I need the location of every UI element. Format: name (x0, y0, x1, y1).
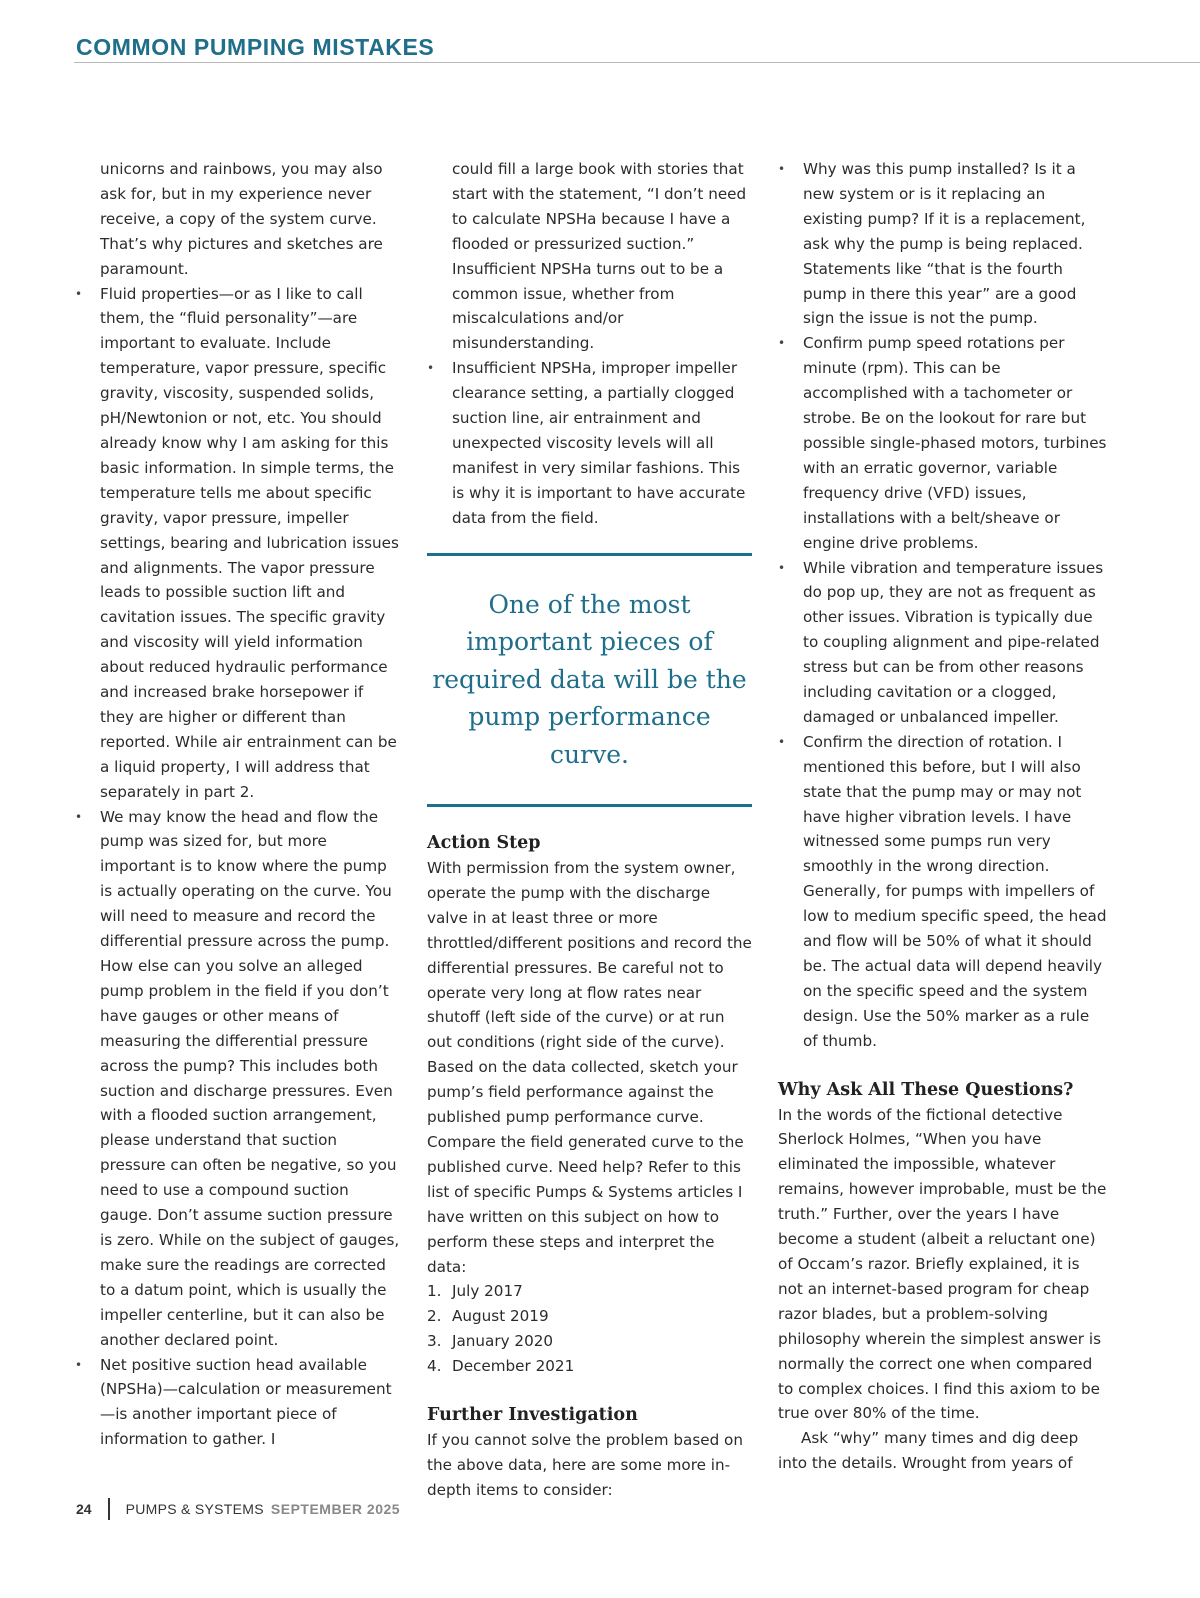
list-item (427, 1279, 752, 1304)
action-step-text: With permission from the system owner, operate the pump with the discharge valve in at least three or more throttled/different positions and record the differential pressures. Be careful not to operate very long at flow rates near shutoff (left side of the curve) or at run out conditions (right side of the curve). Based on the data collected, sketch your pump’s field performance against the published pump performance curve. Compare the field generated curve to the published curve. Need help? Refer to this list of specific Pumps & Systems articles I have written on this subject on how to perform these steps and interpret the data: (427, 859, 752, 1276)
bullet-item-vibration: • While vibration and temperature issues do pop up, they are not as frequent as other issues. Vibration is typically due to coupling alignment and pipe-related stress but can be from other reasons including cavitation or a clogged, damaged or unbalanced impeller. (778, 556, 1108, 730)
list-item-text: July 2017 (452, 1282, 523, 1301)
list-number: 2. (427, 1307, 442, 1326)
column-3 (778, 157, 1108, 1476)
article-list (427, 1279, 752, 1379)
why-ask-paragraph-1: In the words of the fictional detective Sherlock Holmes, “When you have eliminated the impossible, whatever remains, however improbable, must be the truth.” Further, over the years I have become a student (albeit a reluctant one) of Occam’s razor. Briefly explained, it is not an internet-based program for cheap razor blades, but a problem-solving philosophy wherein the simplest answer is normally the correct one when compared to complex choices. I find this axiom to be true over 80% of the time. (778, 1105, 1107, 1423)
bullet-item-npsha: • Net positive suction head available (NPSHa)—calculation or measurement—is another important piece of information to gather. I (75, 1353, 400, 1453)
further-investigation-heading: Further Investigation (427, 1405, 638, 1426)
section-title: COMMON PUMPING MISTAKES (76, 34, 435, 60)
bullet-list (75, 282, 400, 1453)
column-2 (427, 157, 752, 1503)
issue-date: SEPTEMBER 2025 (270, 1501, 401, 1517)
page-footer (76, 1497, 400, 1521)
bullet-item-why-installed: • Why was this pump installed? Is it a new system or is it replacing an existing pump? If it is a replacement, ask why the pump is being replaced. Statements like “that is the fourth pump in there this year” are a good sign the issue is not the pump. (778, 157, 1108, 331)
bullet-list (778, 157, 1108, 1054)
bullet-list (427, 356, 752, 530)
list-number: 4. (427, 1357, 442, 1376)
continued-bullet-text: unicorns and rainbows, you may also ask for, but in my experience never receive, a copy of the system curve. That’s why pictures and sketches are paramount. (100, 160, 383, 278)
bullet-item-head-and-flow: • We may know the head and flow the pump was sized for, but more important is to know where the pump is actually operating on the curve. You will need to measure and record the differential pressure across the pump. How else can you solve an alleged pump problem in the field if you don’t have gauges or other means of measuring the differential pressure across the pump? This includes both suction and discharge pressures. Even with a flooded suction arrangement, please understand that suction pressure can often be negative, so you need to use a compound suction gauge. Don’t assume suction pressure is zero. While on the subject of gauges, make sure the readings are corrected to a datum point, which is usually the impeller centerline, but it can also be another declared point. (75, 805, 400, 1353)
list-item (427, 1354, 752, 1379)
page-number: 24 (76, 1501, 92, 1517)
bullet-item-fluid-properties: • Fluid properties—or as I like to call them, the “fluid personality”—are important to evaluate. Include temperature, vapor pressure, specific gravity, viscosity, suspended solids, pH/Newtonion or not, etc. You should already know why I am asking for this basic information. In simple terms, the temperature tells me about specific gravity, vapor pressure, impeller settings, bearing and lubrication issues and alignments. The vapor pressure leads to possible suction lift and cavitation issues. The specific gravity and viscosity will yield information about reduced hydraulic performance and increased brake horsepower if they are higher or different than reported. While air entrainment can be a liquid property, I will address that separately in part 2. (75, 282, 400, 805)
list-number: 1. (427, 1282, 442, 1301)
further-investigation-text: If you cannot solve the problem based on the above data, here are some more in-depth items to consider: (427, 1430, 743, 1499)
list-item (427, 1329, 752, 1354)
bullet-item-rotation: • Confirm the direction of rotation. I mentioned this before, but I will also state that the pump may or may not have higher vibration levels. I have witnessed some pumps run very smoothly in the wrong direction. Generally, for pumps with impellers of low to medium specific speed, the head and flow will be 50% of what it should be. The actual data will depend heavily on the specific speed and the system design. Use the 50% marker as a rule of thumb. (778, 730, 1108, 1054)
pull-quote: One of the most important pieces of required data will be the pump performance curve. (432, 589, 747, 769)
bullet-item-confirm-speed: • Confirm pump speed rotations per minute (rpm). This can be accomplished with a tachometer or strobe. Be on the lookout for rare but possible single-phased motors, turbines with an erratic governor, variable frequency drive (VFD) issues, installations with a belt/sheave or engine drive problems. (778, 331, 1108, 555)
header-divider (74, 62, 1200, 63)
why-ask-paragraph-2: Ask “why” many times and dig deep into the details. Wrought from years of (778, 1429, 1079, 1473)
column-1 (75, 157, 400, 1452)
list-item (427, 1304, 752, 1329)
bullet-item-insufficient-npsha: • Insufficient NPSHa, improper impeller clearance setting, a partially clogged suction line, air entrainment and unexpected viscosity levels will all manifest in very similar fashions. This is why it is important to have accurate data from the field. (427, 356, 752, 530)
why-ask-heading: Why Ask All These Questions? (778, 1079, 1074, 1100)
list-item-text: January 2020 (452, 1332, 554, 1351)
footer-divider (108, 1498, 110, 1520)
list-item-text: August 2019 (452, 1307, 549, 1326)
list-number: 3. (427, 1332, 442, 1351)
action-step-heading: Action Step (427, 833, 541, 854)
list-item-text: December 2021 (452, 1357, 575, 1376)
magazine-name: PUMPS & SYSTEMS (125, 1501, 264, 1517)
pullquote-top-rule (427, 553, 752, 556)
continued-bullet-text: could fill a large book with stories that start with the statement, “I don’t need to calculate NPSHa because I have a flooded or pressurized suction.” Insufficient NPSHa turns out to be a common issue, whether from miscalculations and/or misunderstanding. (452, 160, 747, 353)
